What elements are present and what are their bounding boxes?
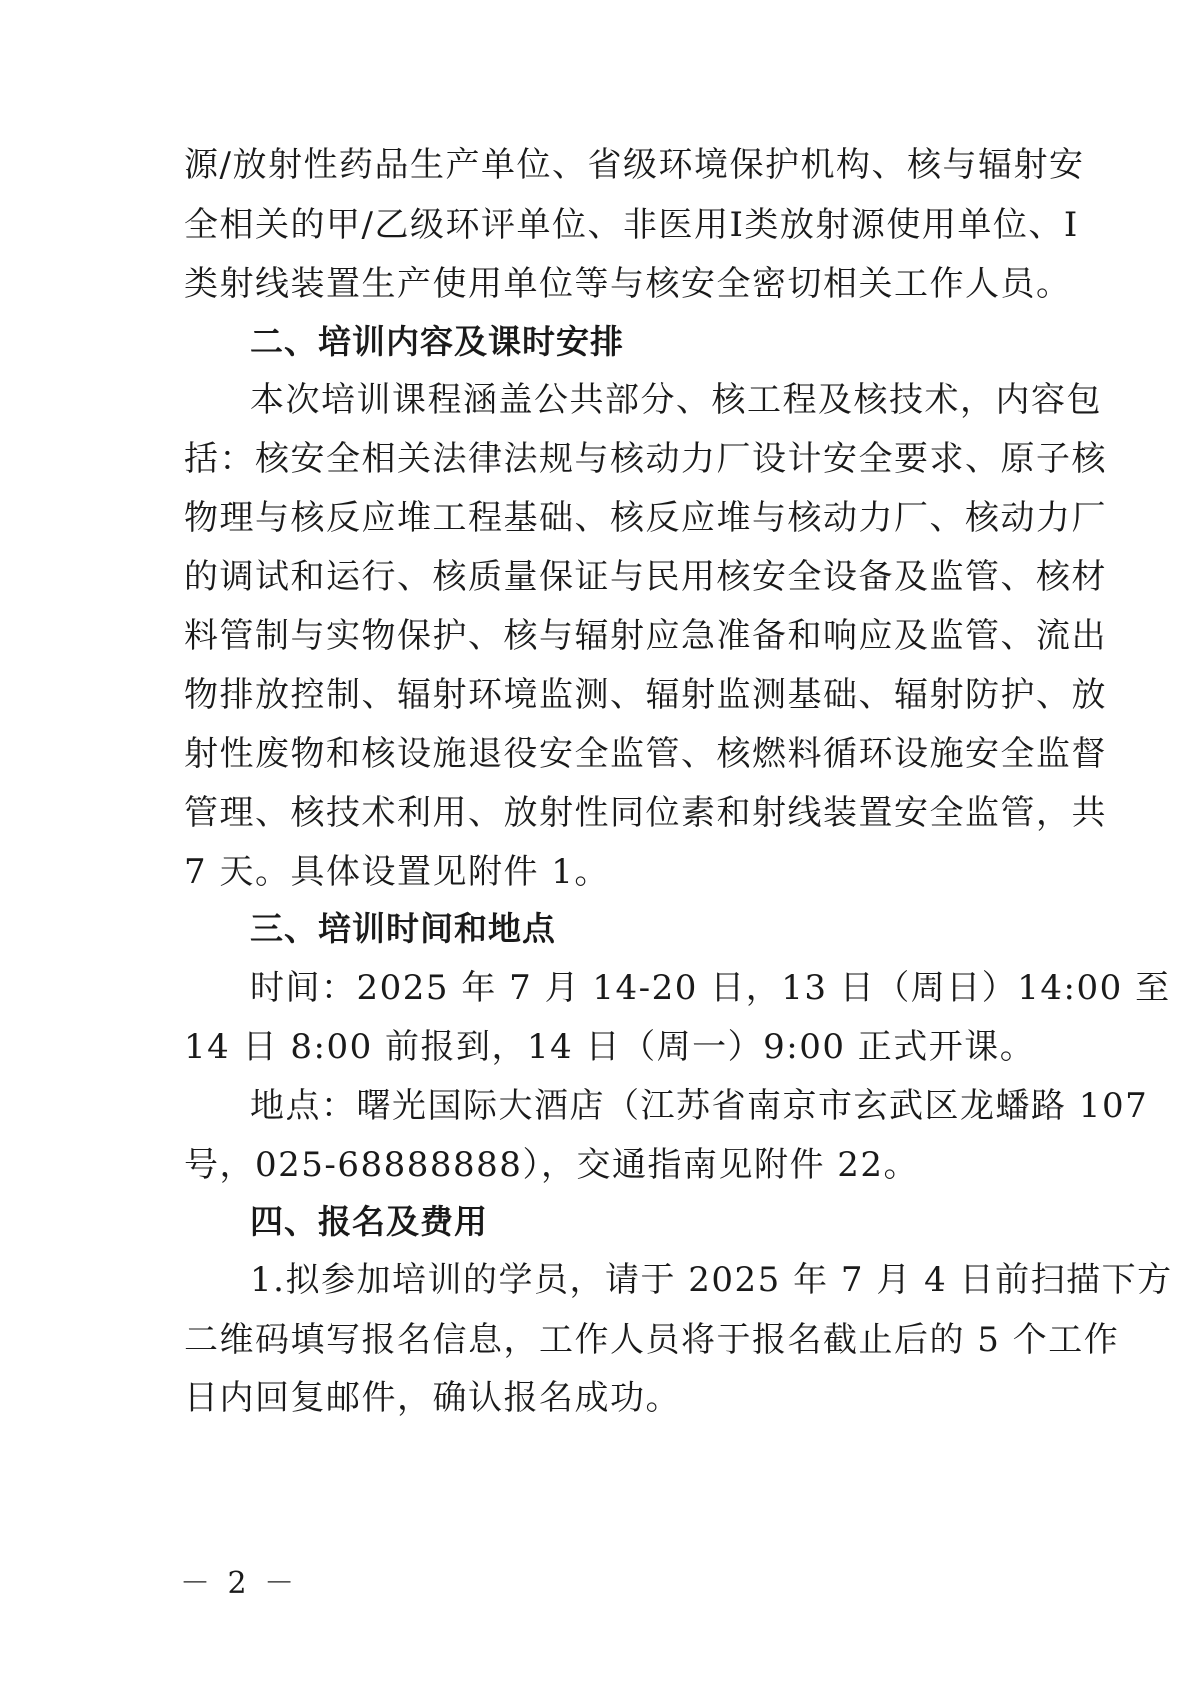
time-line: 14 日 8:00 前报到，14 日（周一）9:00 正式开课。: [184, 1027, 1036, 1067]
body-line: 的调试和运行、核质量保证与民用核安全设备及监管、核材: [184, 557, 1107, 597]
body-line: 1.拟参加培训的学员，请于 2025 年 7 月 4 日前扫描下方: [250, 1260, 1173, 1300]
time-line: 时间：2025 年 7 月 14-20 日，13 日（周日）14:00 至: [250, 968, 1171, 1008]
body-line: 料管制与实物保护、核与辐射应急准备和响应及监管、流出: [184, 616, 1107, 656]
section-heading: 二、培训内容及课时安排: [250, 322, 624, 361]
place-line: 地点：曙光国际大酒店（江苏省南京市玄武区龙蟠路 107: [250, 1086, 1149, 1126]
section-heading: 四、报名及费用: [250, 1202, 488, 1241]
body-line: 二维码填写报名信息，工作人员将于报名截止后的 5 个工作: [184, 1320, 1120, 1360]
body-line: 源/放射性药品生产单位、省级环境保护机构、核与辐射安: [184, 145, 1085, 185]
body-line: 物理与核反应堆工程基础、核反应堆与核动力厂、核动力厂: [184, 498, 1107, 538]
place-line: 号，025-68888888），交通指南见附件 22。: [184, 1145, 920, 1185]
body-line: 全相关的甲/乙级环评单位、非医用Ⅰ类放射源使用单位、Ⅰ: [184, 205, 1079, 245]
body-line: 日内回复邮件，确认报名成功。: [184, 1378, 681, 1418]
section-heading: 三、培训时间和地点: [250, 909, 556, 948]
page-number: － 2 －: [180, 1566, 299, 1601]
body-line: 括：核安全相关法律法规与核动力厂设计安全要求、原子核: [184, 439, 1107, 479]
body-line: 物排放控制、辐射环境监测、辐射监测基础、辐射防护、放: [184, 675, 1107, 715]
body-line: 7 天。具体设置见附件 1。: [184, 852, 610, 892]
body-line: 类射线装置生产使用单位等与核安全密切相关工作人员。: [184, 264, 1072, 304]
body-line: 管理、核技术利用、放射性同位素和射线装置安全监管，共: [184, 793, 1107, 833]
body-line: 本次培训课程涵盖公共部分、核工程及核技术，内容包: [250, 380, 1102, 420]
body-line: 射性废物和核设施退役安全监管、核燃料循环设施安全监督: [184, 734, 1107, 774]
